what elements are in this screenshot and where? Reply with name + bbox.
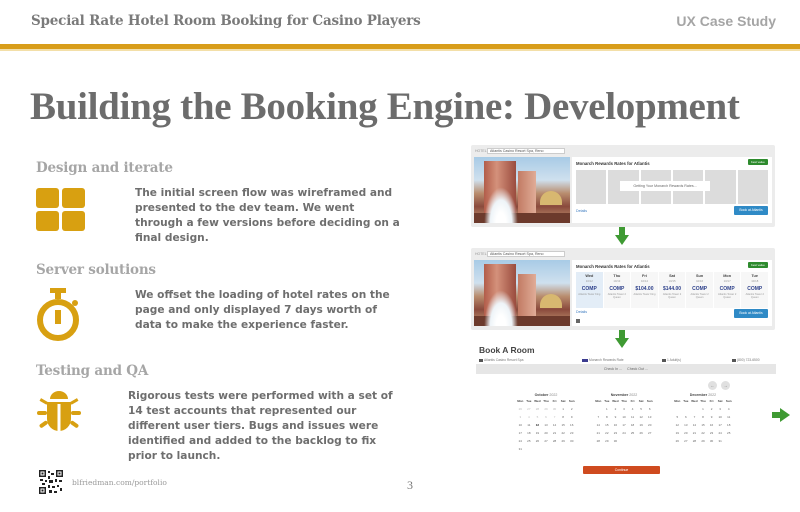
hotel-label: HOTEL xyxy=(475,252,487,256)
details-link[interactable]: Details xyxy=(576,209,587,213)
continue-button[interactable]: Continue xyxy=(583,466,660,474)
check-out-field[interactable]: Check Out ... xyxy=(627,367,649,371)
section-heading: Design and iterate xyxy=(36,160,173,176)
rates-panel xyxy=(572,157,772,223)
calendar-november: November 2022 Mon Tue Wed Thu Fri Sat Sun 1 2 3 4 5 6 7 8 9 10 11 12 13 14 15 16 17 18 19 20 21 22 23 24 25 26 27 28 29 30 xyxy=(595,393,653,443)
rates-panel-title: Monarch Rewards Rates for Atlantis xyxy=(576,264,650,269)
rate-day[interactable]: Sun 10/16 COMP Atlantis Tower 2 Queen xyxy=(686,272,713,308)
details-link[interactable]: Details xyxy=(576,310,587,314)
mockup-rates-loaded xyxy=(471,248,775,330)
book-title: Book A Room xyxy=(479,345,535,355)
rates-panel-title: Monarch Rewards Rates for Atlantis xyxy=(576,161,650,166)
check-in-field[interactable]: Check In ... xyxy=(603,367,623,371)
hotel-meta: Atlantis Casino Resort Spa xyxy=(479,358,523,362)
loading-message: Getting Your Monarch Rewards Rates... xyxy=(620,181,710,191)
stopwatch-icon xyxy=(36,288,88,349)
section-heading: Testing and QA xyxy=(36,363,149,379)
hotel-select[interactable]: Atlantis Casino Resort Spa, Reno xyxy=(487,251,565,257)
rate-day[interactable]: Sat 10/15 $144.00 Atlantis Tower 2 Queen xyxy=(659,272,686,308)
best-value-badge: best value xyxy=(748,159,768,165)
book-at-hotel-button[interactable]: Book at Atlantis xyxy=(734,206,768,215)
calendar-icon[interactable] xyxy=(576,319,580,323)
rate-day[interactable]: Wed 10/12 COMP Atlantis Tower King xyxy=(576,272,603,308)
date-range-bar[interactable] xyxy=(476,364,776,374)
arrow-right-icon xyxy=(772,408,790,422)
prev-month-button[interactable]: ← xyxy=(708,381,717,390)
arrow-down-icon xyxy=(615,227,629,245)
section-design-iterate xyxy=(36,160,416,246)
hotel-photo xyxy=(474,260,570,326)
section-body: We offset the loading of hotel rates on the page and only displayed 7 days worth of data to make the experience faster. xyxy=(135,289,390,331)
book-at-hotel-button[interactable]: Book at Atlantis xyxy=(734,309,768,318)
page-title: Building the Booking Engine: Development xyxy=(30,85,740,128)
next-month-button[interactable]: → xyxy=(721,381,730,390)
page-number: 3 xyxy=(407,478,413,492)
section-body: The initial screen flow was wireframed and presented to the dev team. We went through a few versions before deciding on a final design. xyxy=(135,187,400,244)
hotel-label: HOTEL xyxy=(475,149,487,153)
section-body: Rigorous tests were performed with a set of 14 test accounts that represented our different user tiers. Bugs and issues were identified and added to the backlog to fix prior to launch. xyxy=(128,390,393,462)
rate-day[interactable]: Mon 10/17 COMP Atlantis Tower 2 Queen xyxy=(714,272,741,308)
portfolio-link[interactable]: blfriedman.com/portfolio xyxy=(72,478,167,487)
calendar-october: October 2022 Mon Tue Wed Thu Fri Sat Sun 26 27 28 29 30 1 2 3 4 5 6 7 8 9 10 11 12 13 14 15 16 17 18 19 20 21 22 23 24 25 26 27 28 29 30 31 xyxy=(517,393,575,451)
rate-day[interactable]: Fri 10/14 $104.00 Atlantis Tower King xyxy=(631,272,658,308)
header-divider-highlight xyxy=(0,49,800,51)
rate-day[interactable]: Thu 10/13 COMP Atlantis Tower 2 Queen xyxy=(604,272,631,308)
mockup-loading-rates xyxy=(471,145,775,227)
header-bar xyxy=(0,0,800,44)
section-testing-qa xyxy=(36,363,416,464)
rate-day[interactable]: Tue 10/18 COMP Atlantis Tower 2 Queen xyxy=(741,272,768,308)
grid-icon xyxy=(36,186,88,231)
phone-meta: (800) 723-6500 xyxy=(732,358,760,362)
rate-meta: Monarch Rewards Rate xyxy=(582,358,624,362)
hotel-select[interactable]: Atlantis Casino Resort Spa, Reno xyxy=(487,148,565,154)
qr-code-icon xyxy=(39,470,63,494)
calendar-december: December 2022 Mon Tue Wed Thu Fri Sat Sun 1 2 3 4 5 6 7 8 9 10 11 12 13 14 15 16 17 18 19 20 21 22 23 24 25 26 27 28 29 30 31 xyxy=(674,393,732,443)
rate-days xyxy=(576,272,768,308)
guests-meta[interactable]: 1 Adult(s) xyxy=(662,358,681,362)
hotel-photo xyxy=(474,157,570,223)
section-server-solutions xyxy=(36,262,416,349)
case-study-label: UX Case Study xyxy=(676,13,776,29)
deck-title: Special Rate Hotel Room Booking for Casino Players xyxy=(31,13,421,29)
best-value-badge: best value xyxy=(748,262,768,268)
mockup-book-a-room xyxy=(476,345,776,475)
bug-icon xyxy=(36,389,88,440)
rates-panel xyxy=(572,260,772,326)
section-heading: Server solutions xyxy=(36,262,156,278)
